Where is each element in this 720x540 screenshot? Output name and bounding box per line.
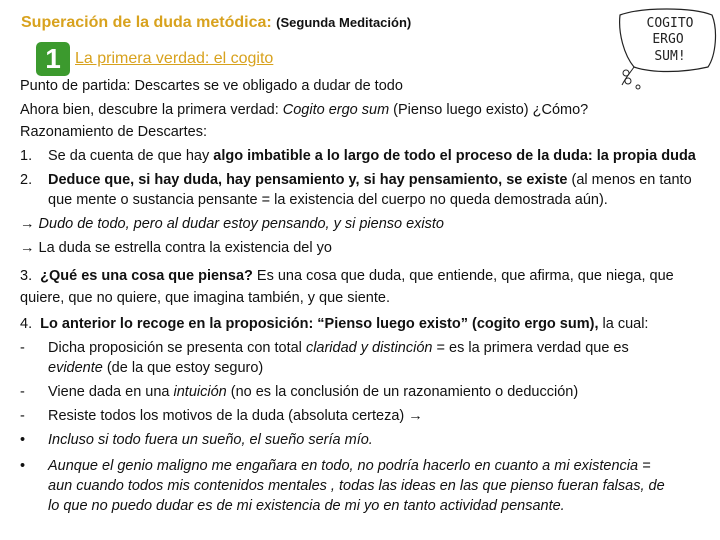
bullet-item-2-line-2: aun cuando todos mis contenidos mentales , todas las ideas en las que pienso fueran falsas, de bbox=[48, 478, 665, 494]
sketch-line-2: ERGO bbox=[652, 32, 684, 47]
page-title bbox=[21, 14, 411, 32]
sketch-line-1: COGITO bbox=[646, 16, 694, 31]
paragraph-first-truth: Ahora bien, descubre la primera verdad: Cogito ergo sum (Pienso luego existo) ¿Cómo? bbox=[20, 102, 589, 118]
list-item-4: 4. Lo anterior lo recoge en la proposición: “Pienso luego existo” (cogito ergo sum), la cual: bbox=[20, 316, 649, 332]
sketch-line-3: SUM! bbox=[654, 49, 686, 64]
section-subtitle: La primera verdad: el cogito bbox=[75, 50, 274, 67]
list-item-2-continued: que mente o sustancia pensante = la existencia del cuerpo no queda demostrada aún). bbox=[48, 192, 608, 208]
list-item-3-continued: quiere, que no quiere, que imagina también, y que siente. bbox=[20, 290, 390, 306]
title-subtext: (Segunda Meditación) bbox=[276, 15, 412, 30]
paragraph-start: Punto de partida: Descartes se ve obligado a dudar de todo bbox=[20, 78, 403, 94]
list-item-3: 3. ¿Qué es una cosa que piensa? Es una cosa que duda, que entiende, que afirma, que niega, que bbox=[20, 268, 674, 284]
paragraph-reasoning: Razonamiento de Descartes: bbox=[20, 124, 207, 140]
bullet-item-2-line-3: lo que no puedo dudar es de mi existencia de mi yo en tanto actividad pensante. bbox=[48, 498, 565, 514]
number-badge: 1 bbox=[36, 42, 70, 76]
title-text: Superación de la duda metódica: bbox=[21, 14, 272, 31]
arrow-line-2: → La duda se estrella contra la existencia del yo bbox=[20, 240, 332, 256]
arrow-line-1: → Dudo de todo, pero al dudar estoy pensando, y si pienso existo bbox=[20, 216, 444, 232]
cogito-sketch-icon bbox=[612, 5, 720, 90]
dash-item-1-continued: evidente (de la que estoy seguro) bbox=[48, 360, 264, 376]
